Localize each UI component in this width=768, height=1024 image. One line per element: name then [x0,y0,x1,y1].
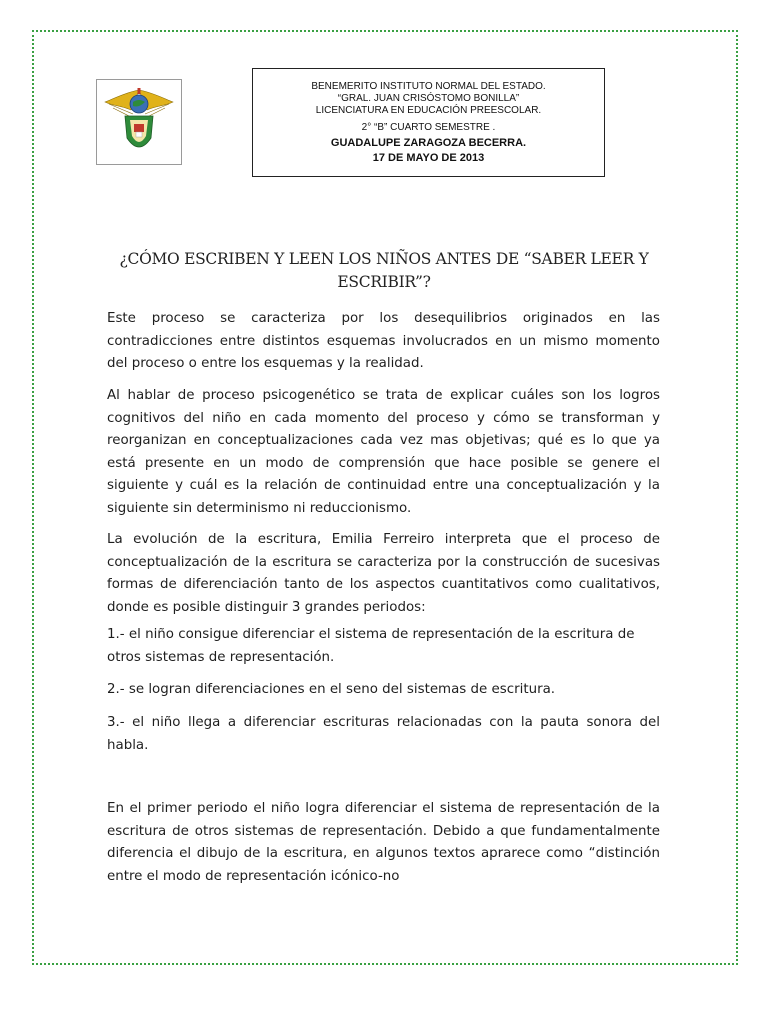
paragraph-text: En el primer periodo el niño logra diferenciar el sistema de representación de la escritura de otros sistemas de representación. Debido a que fundamentalmente diferencia el dibujo de la escritura, en algunos textos aprarece como “distinción entre el modo de representación icónico-no [107,801,660,884]
paragraph-text: La evolución de la escritura, Emilia Ferreiro interpreta que el proceso de conceptualización de la escritura se caracteriza por la construcción de sucesivas formas de diferenciación tanto de los aspectos cuantitativos como cualitativos, donde es posible distinguir 3 grandes periodos: [107,532,660,615]
institution-namesake: “GRAL. JUAN CRISÓSTOMO BONILLA” [337,93,520,104]
institutional-crest-icon [96,79,182,165]
list-item-text: 2.- se logran diferenciaciones en el seno del sistemas de escritura. [107,682,556,697]
list-item-text: 1.- el niño consigue diferenciar el sistema de representación de la escritura de otros sistemas de representación. [107,627,635,665]
list-item [107,624,660,669]
header-info-box [252,68,605,177]
paragraph [107,308,660,376]
author-name: GUADALUPE ZARAGOZA BECERRA. [330,137,527,149]
list-item [107,679,660,702]
paragraph [107,529,660,619]
paragraph [107,798,660,888]
paragraph-text: Al hablar de proceso psicogenético se trata de explicar cuáles son los logros cognitivos del niño en cada momento del proceso y cómo se transforman y reorganizan en conceptualizaciones cada vez mas objetivas; qué es lo que ya está presente en un modo de comprensión que hace posible se genere el siguiente y cuál es la relación de continuidad entre una conceptualización y la siguiente sin determinismo ni reduccionismo. [107,388,660,516]
document-title: ¿CÓMO ESCRIBEN Y LEEN LOS NIÑOS ANTES DE “SABER LEER Y ESCRIBIR”? [119,250,649,291]
group-semester: 2° “B” CUARTO SEMESTRE . [361,122,496,133]
institution-name: BENEMERITO INSTITUTO NORMAL DEL ESTADO. [311,81,546,92]
paragraph [107,385,660,520]
list-item [107,712,660,757]
document-date: 17 DE MAYO DE 2013 [372,152,485,164]
list-item-text: 3.- el niño llega a diferenciar escrituras relacionadas con la pauta sonora del habla. [107,715,660,753]
degree-name: LICENCIATURA EN EDUCACIÓN PREESCOLAR. [315,105,542,116]
paragraph-text: Este proceso se caracteriza por los desequilibrios originados en las contradicciones entre distintos esquemas involucrados en un mismo momento del proceso o entre los esquemas y la realidad. [107,311,660,371]
